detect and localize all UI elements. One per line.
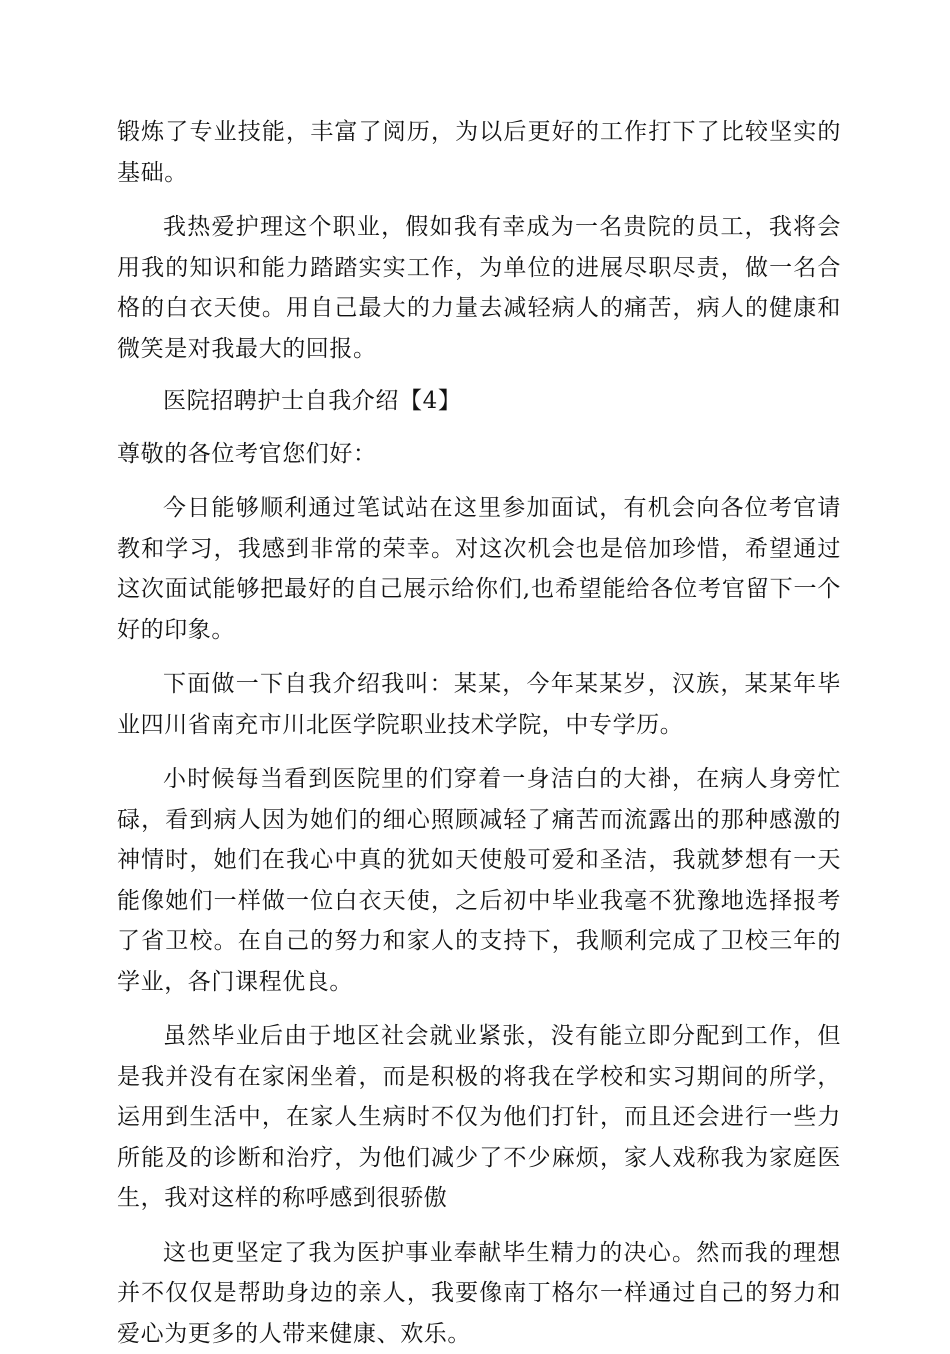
paragraph-after-graduation: 虽然毕业后由于地区社会就业紧张，没有能立即分配到工作，但是我并没有在家闲坐着，而是积极的将我在学校和实习期间的所学，运用到生活中，在家人生病时不仅为他们打针，而且还会进行一些力所能及的诊断和治疗，为他们减少了不少麻烦，家人戏称我为家庭医生，我对这样的称呼感到很骄傲 xyxy=(117,1016,841,1219)
paragraph-career-aspiration: 我热爱护理这个职业，假如我有幸成为一名贵院的员工，我将会用我的知识和能力踏踏实实工作，为单位的进展尽职尽责，做一名合格的白衣天使。用自己最大的力量去减轻病人的痛苦，病人的健康和微笑是对我最大的回报。 xyxy=(117,207,841,369)
paragraph-opening: 今日能够顺利通过笔试站在这里参加面试，有机会向各位考官请教和学习，我感到非常的荣幸。对这次机会也是倍加珍惜，希望通过这次面试能够把最好的自己展示给你们,也希望能给各位考官留下一个好的印象。 xyxy=(117,488,841,650)
paragraph-continuation: 锻炼了专业技能，丰富了阅历，为以后更好的工作打下了比较坚实的基础。 xyxy=(117,112,841,193)
paragraph-childhood-dream: 小时候每当看到医院里的们穿着一身洁白的大褂，在病人身旁忙碌，看到病人因为她们的细心照顾减轻了痛苦而流露出的那种感激的神情时，她们在我心中真的犹如天使般可爱和圣洁，我就梦想有一天能像她们一样做一位白衣天使，之后初中毕业我毫不犹豫地选择报考了省卫校。在自己的努力和家人的支持下，我顺利完成了卫校三年的学业，各门课程优良。 xyxy=(117,759,841,1002)
document-page xyxy=(117,112,841,1354)
section-heading: 医院招聘护士自我介绍【4】 xyxy=(117,381,841,422)
salutation: 尊敬的各位考官您们好： xyxy=(117,434,841,475)
paragraph-determination: 这也更坚定了我为医护事业奉献毕生精力的决心。然而我的理想并不仅仅是帮助身边的亲人，我要像南丁格尔一样通过自己的努力和爱心为更多的人带来健康、欢乐。 xyxy=(117,1233,841,1354)
paragraph-self-introduction: 下面做一下自我介绍我叫：某某，今年某某岁，汉族，某某年毕业四川省南充市川北医学院职业技术学院，中专学历。 xyxy=(117,664,841,745)
